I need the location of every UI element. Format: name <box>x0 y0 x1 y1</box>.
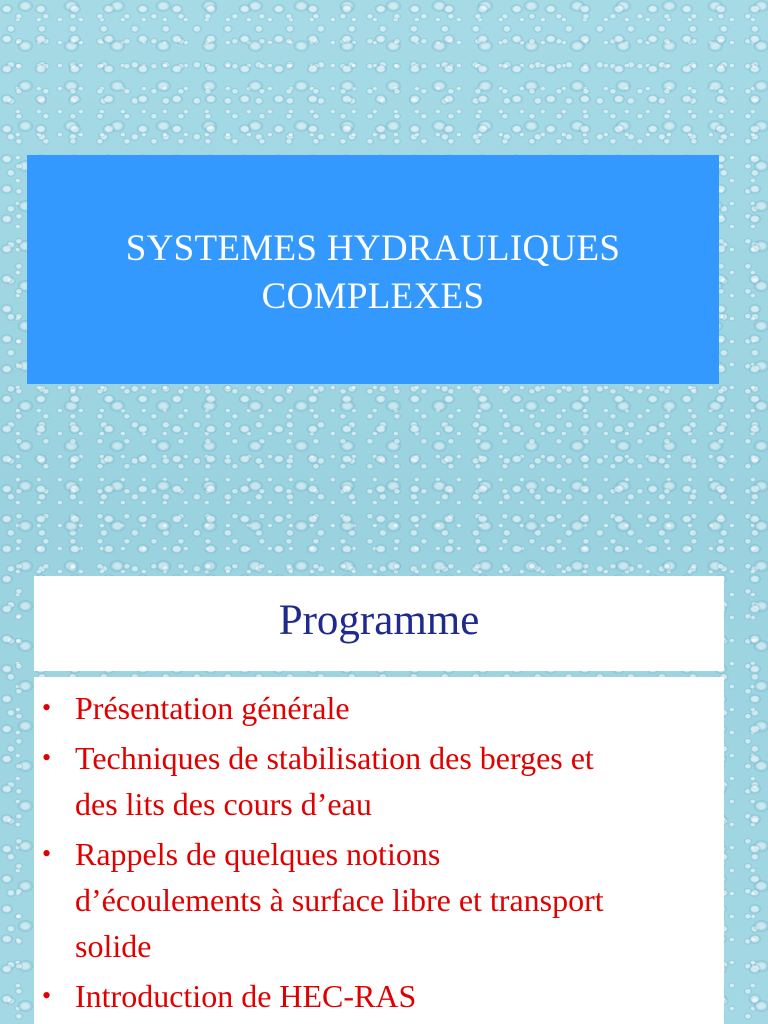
bullet-item-1 <box>34 685 724 731</box>
bullet-item-2 <box>34 735 724 827</box>
bullet-list <box>34 677 724 1019</box>
bullet-item-text-cont: des lits des cours d’eau <box>75 786 372 822</box>
bullet-icon: • <box>42 743 52 772</box>
bullet-item-text-cont: solide <box>75 928 152 964</box>
bullet-item-text: Introduction de HEC-RAS <box>75 978 417 1014</box>
bullet-item-text: Présentation générale <box>75 690 350 726</box>
slide-title-line-2: COMPLEXES <box>261 275 485 317</box>
bullet-item-4 <box>34 973 724 1019</box>
bullet-item-3 <box>34 831 724 969</box>
bullet-item-text: Techniques de stabilisation des berges et <box>75 740 594 776</box>
slide-title <box>126 225 621 321</box>
programme-heading-box <box>34 576 724 671</box>
bullet-item-text: Rappels de quelques notions <box>75 836 441 872</box>
slide-title-line-1: SYSTEMES HYDRAULIQUES <box>125 227 621 269</box>
bullet-icon: • <box>42 693 52 722</box>
title-slide-box <box>27 155 719 384</box>
programme-heading: Programme <box>278 597 480 644</box>
bullet-icon: • <box>42 839 52 868</box>
bullet-icon: • <box>42 981 52 1010</box>
programme-list-box <box>34 677 724 1024</box>
bullet-item-text-cont: d’écoulements à surface libre et transport <box>75 882 604 918</box>
